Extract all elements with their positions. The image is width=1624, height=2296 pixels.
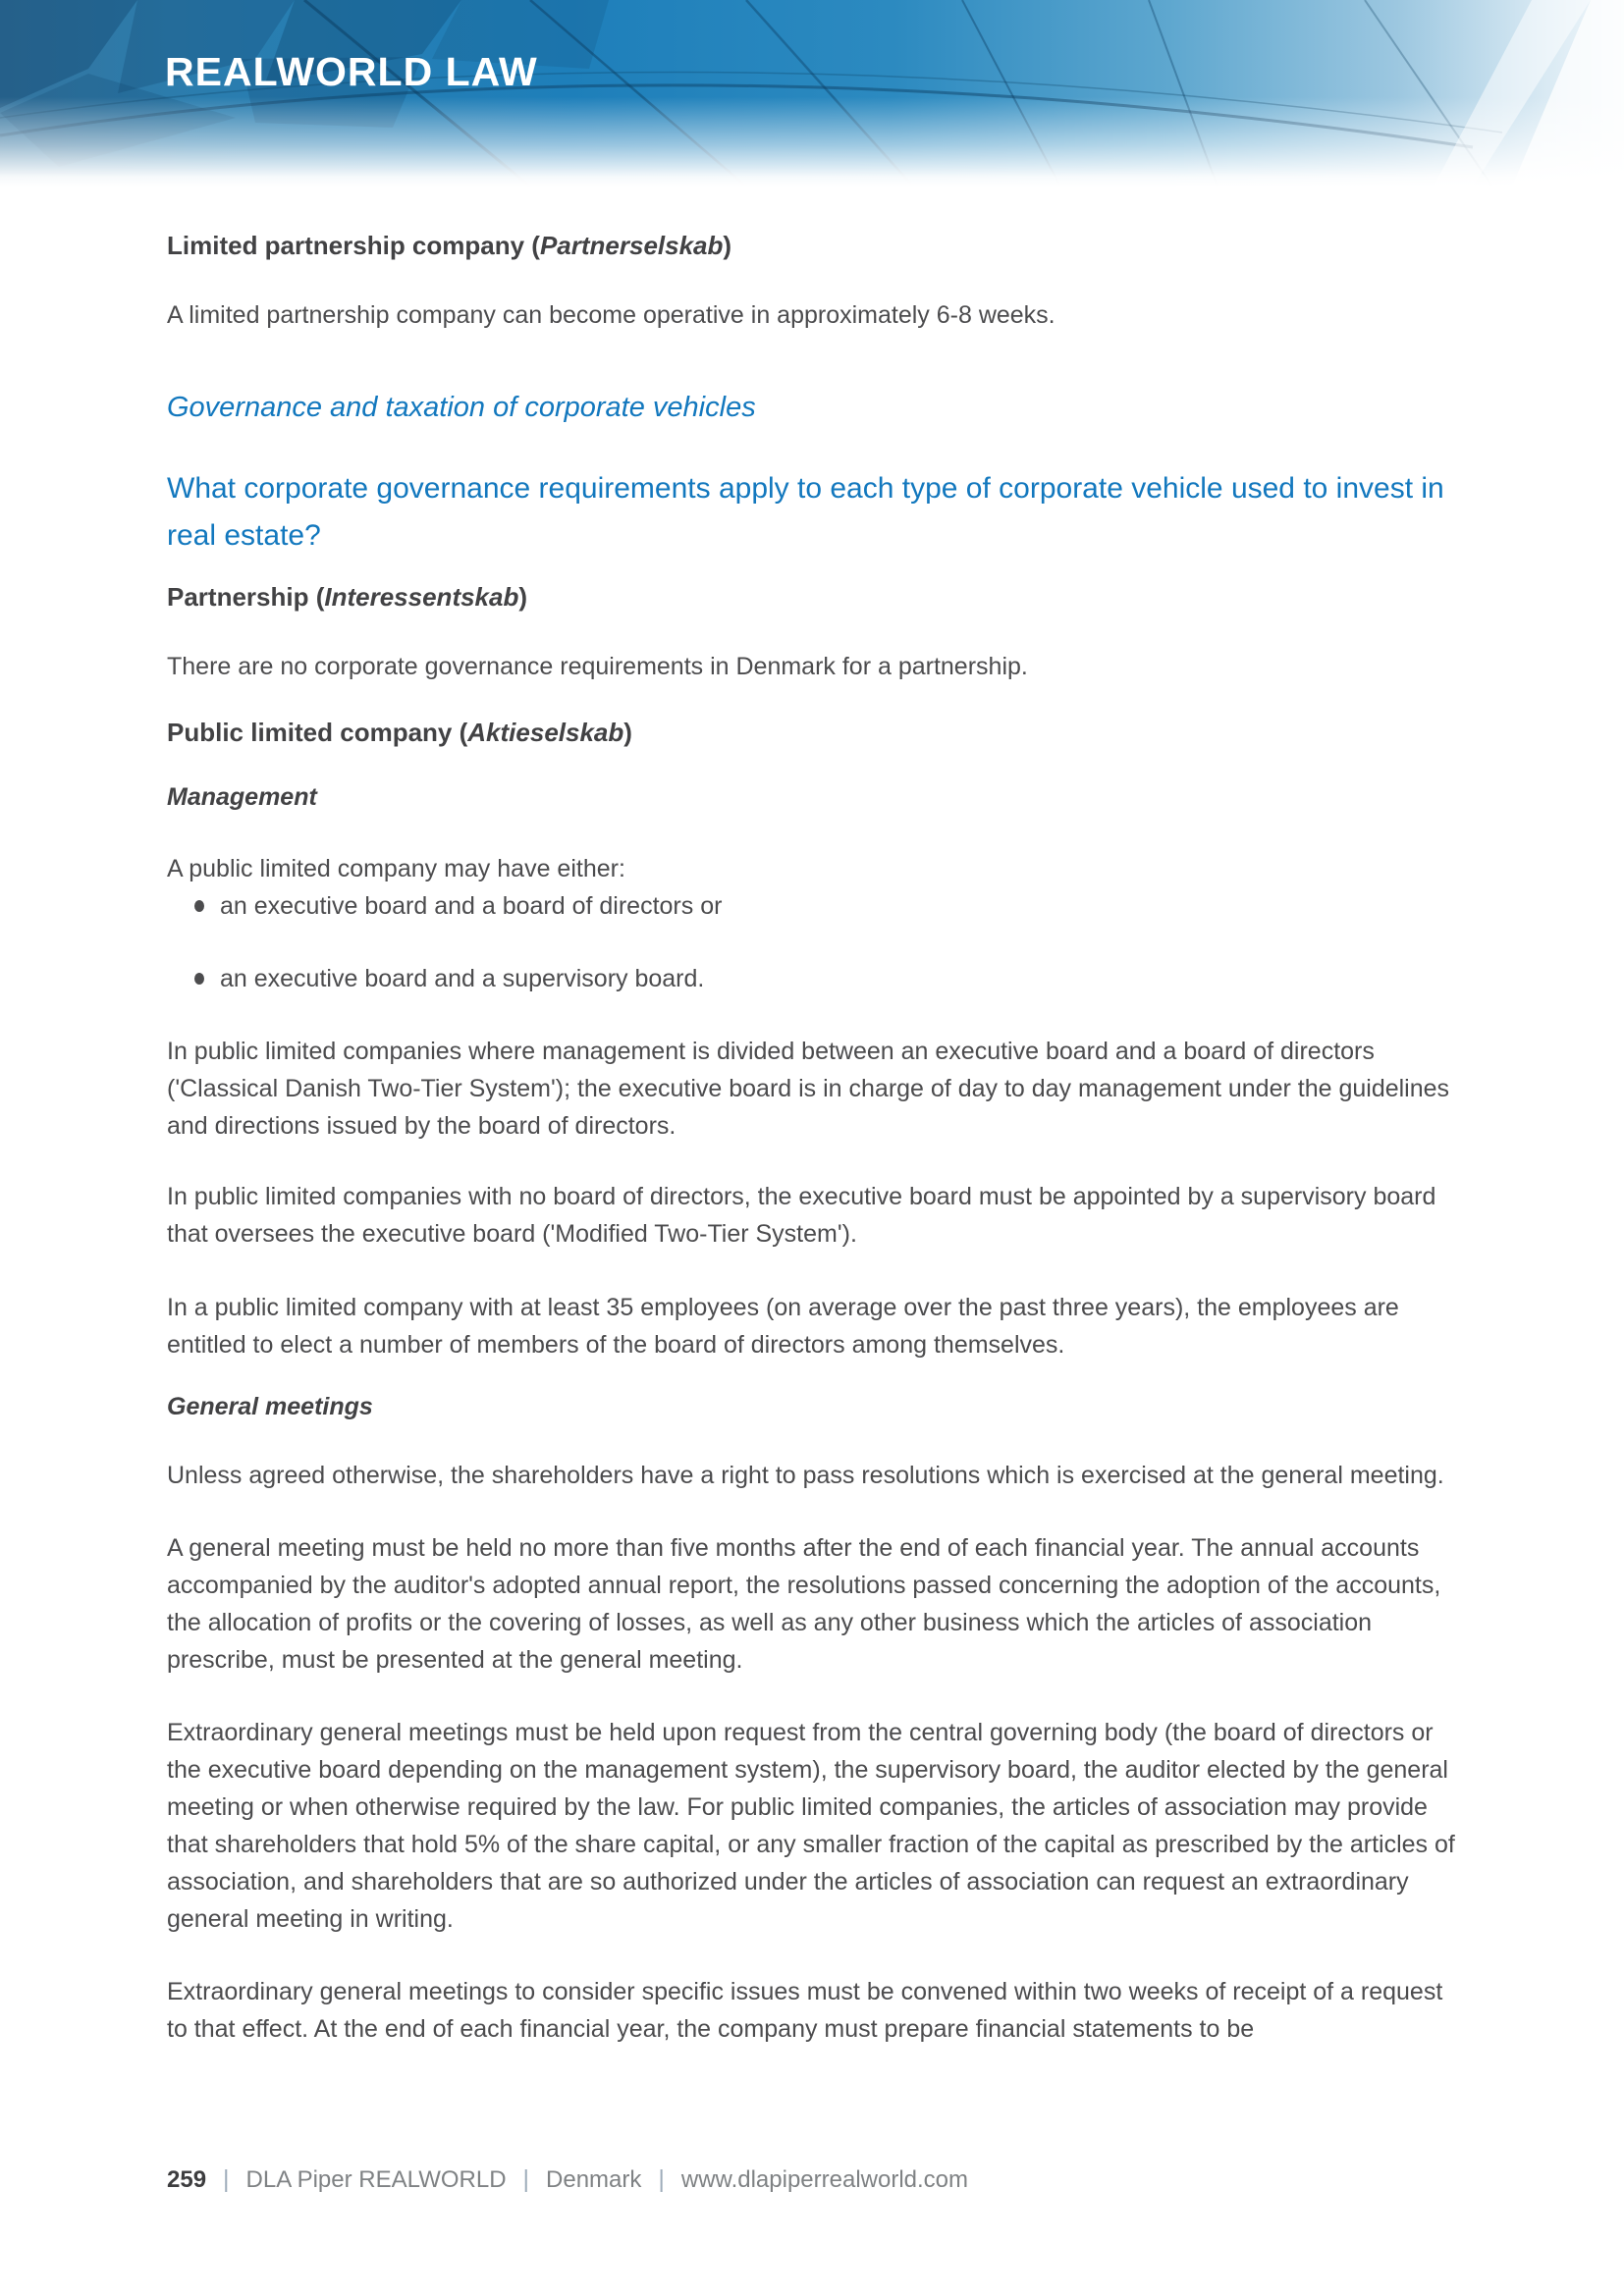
bullet-icon <box>194 973 204 985</box>
paragraph-operative-weeks: A limited partnership company can become operative in approximately 6-8 weeks. <box>167 301 1056 329</box>
list-item-text: an executive board and a board of directors or <box>220 892 723 920</box>
section-heading-partnership <box>167 581 1467 614</box>
heading-text: ) <box>518 582 528 612</box>
page-footer <box>167 2165 968 2194</box>
paragraph-classical-two-tier: In public limited companies where management is divided between an executive board and a board of directors ('Classical Danish Two-Tier System'); the executive board is in charge of day to day management under the guidelines and directions issued by the board of directors. <box>167 1038 1450 1140</box>
paragraph-annual-general-meeting: A general meeting must be held no more than five months after the end of each financial year. The annual accounts accompanied by the auditor's adopted annual report, the resolutions passed concerning the adoption of the accounts, the allocation of profits or the covering of losses, as well as any other business which the articles of association prescribe, must be presented at the general meeting. <box>167 1534 1441 1674</box>
header-banner <box>0 0 1624 187</box>
section-heading-public-limited <box>167 717 1467 749</box>
paragraph-may-have-either: A public limited company may have either: <box>167 855 625 882</box>
paragraph-shareholder-resolutions: Unless agreed otherwise, the shareholders have a right to pass resolutions which is exercised at the general meeting. <box>167 1462 1444 1489</box>
page-number: 259 <box>167 2166 207 2193</box>
brand-title: REALWORLD LAW <box>165 49 538 94</box>
footer-separator: | <box>658 2165 665 2193</box>
heading-danish-term: Interessentskab <box>324 582 519 612</box>
section-heading-limited-partnership <box>167 230 1467 262</box>
heading-text: Partnership ( <box>167 582 325 612</box>
subheading-management: Management <box>167 783 317 811</box>
page-content <box>0 230 1624 2048</box>
list-item-text: an executive board and a supervisory board. <box>220 965 705 992</box>
list-item <box>194 960 1467 997</box>
board-options-list <box>167 887 1467 997</box>
heading-text: ) <box>723 231 732 260</box>
heading-text: Public limited company ( <box>167 718 468 747</box>
heading-danish-term: Aktieselskab <box>467 718 624 747</box>
heading-text: Limited partnership company ( <box>167 231 540 260</box>
footer-brand: DLA Piper REALWORLD <box>245 2166 507 2193</box>
subheading-governance-taxation: Governance and taxation of corporate vehicles <box>167 392 756 423</box>
paragraph-no-requirements: There are no corporate governance requirements in Denmark for a partnership. <box>167 653 1028 680</box>
footer-country: Denmark <box>546 2166 642 2193</box>
footer-separator: | <box>223 2165 230 2193</box>
heading-text: ) <box>623 718 632 747</box>
paragraph-extraordinary-meetings: Extraordinary general meetings must be held upon request from the central governing body (the board of directors or the executive board depending on the management system), the supervisory board, the auditor elected by the general meeting or when otherwise required by the law. For public limited companies, the articles of association may provide that shareholders that hold 5% of the share capital, or any smaller fraction of the capital as prescribed by the articles of association, and shareholders that are so authorized under the articles of association can request an extraordinary general meeting in writing. <box>167 1719 1455 1933</box>
heading-danish-term: Partnerselskab <box>539 231 724 260</box>
paragraph-employee-representation: In a public limited company with at least 35 employees (on average over the past three years), the employees are entitled to elect a number of members of the board of directors among themselves. <box>167 1294 1399 1359</box>
footer-separator: | <box>522 2165 530 2193</box>
subheading-general-meetings: General meetings <box>167 1393 373 1420</box>
question-heading-governance-requirements: What corporate governance requirements apply to each type of corporate vehicle used to invest in real estate? <box>167 472 1444 552</box>
bullet-icon <box>194 900 204 912</box>
paragraph-modified-two-tier: In public limited companies with no board of directors, the executive board must be appointed by a supervisory board that oversees the executive board ('Modified Two-Tier System'). <box>167 1183 1436 1248</box>
list-item <box>194 887 1467 925</box>
paragraph-two-weeks-convening: Extraordinary general meetings to consider specific issues must be convened within two weeks of receipt of a request to that effect. At the end of each financial year, the company must prepare financial statements to be <box>167 1978 1443 2043</box>
footer-website-link[interactable]: www.dlapiperrealworld.com <box>680 2166 969 2193</box>
